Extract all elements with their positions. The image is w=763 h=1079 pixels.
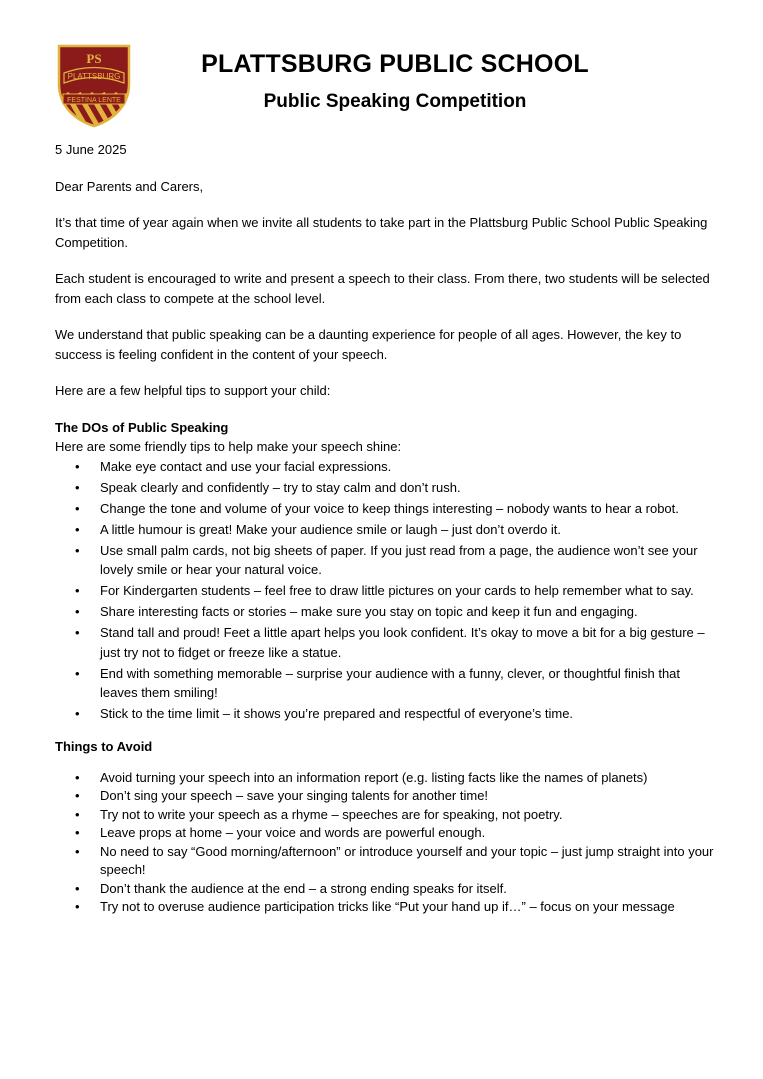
list-item: • A little humour is great! Make your audience smile or laugh – just don’t overdo it. (55, 520, 715, 540)
list-item: • Try not to overuse audience participation tricks like “Put your hand up if…” – focus on your message (55, 898, 715, 917)
list-item: • End with something memorable – surprise your audience with a funny, clever, or thoughtful finish that leaves them smiling! (55, 664, 715, 703)
list-item: • No need to say “Good morning/afternoon” or introduce yourself and your topic – just jump straight into your speech! (55, 843, 715, 880)
avoid-heading: Things to Avoid (55, 739, 153, 754)
avoid-list (55, 769, 715, 917)
list-item: • For Kindergarten students – feel free to draw little pictures on your cards to help remember what to say. (55, 581, 715, 601)
page-subtitle: Public Speaking Competition (263, 91, 527, 112)
list-item: • Leave props at home – your voice and words are powerful enough. (55, 824, 715, 843)
list-item: • Don’t thank the audience at the end – a strong ending speaks for itself. (55, 880, 715, 899)
paragraph-intro: It’s that time of year again when we invite all students to take part in the Plattsburg Public School Public Speaking Competition. (55, 215, 708, 250)
list-item: • Make eye contact and use your facial expressions. (55, 457, 715, 477)
list-item: • Speak clearly and confidently – try to stay calm and don’t rush. (55, 478, 715, 498)
list-item: • Share interesting facts or stories – make sure you stay on topic and keep it fun and engaging. (55, 602, 715, 622)
crest-motto-text: FESTINA LENTE (67, 97, 121, 104)
crest-monogram: PS (86, 51, 102, 66)
list-item: • Stick to the time limit – it shows you’re prepared and respectful of everyone’s time. (55, 704, 715, 724)
list-item: • Use small palm cards, not big sheets of paper. If you just read from a page, the audience won’t see your lovely smile or hear your natural voice. (55, 541, 715, 580)
dos-heading: The DOs of Public Speaking (55, 419, 229, 435)
letter-body (55, 140, 715, 917)
list-item: • Avoid turning your speech into an information report (e.g. listing facts like the names of planets) (55, 769, 715, 788)
paragraph-tips-lead: Here are a few helpful tips to support your child: (55, 383, 331, 398)
school-title: PLATTSBURG PUBLIC SCHOOL (201, 50, 589, 78)
school-crest-logo (55, 42, 133, 128)
dos-intro: Here are some friendly tips to help make your speech shine: (55, 439, 402, 454)
dos-list (55, 457, 715, 724)
letter-date: 5 June 2025 (55, 142, 127, 157)
list-item: • Try not to write your speech as a rhyme – speeches are for speaking, not poetry. (55, 806, 715, 825)
paragraph-selection: Each student is encouraged to write and present a speech to their class. From there, two students will be selected from each class to compete at the school level. (55, 271, 710, 306)
list-item: • Change the tone and volume of your voice to keep things interesting – nobody wants to hear a robot. (55, 499, 715, 519)
crest-banner-text: PLATTSBURG (67, 72, 121, 81)
list-item: • Don’t sing your speech – save your singing talents for another time! (55, 787, 715, 806)
salutation: Dear Parents and Carers, (55, 178, 204, 194)
paragraph-confidence: We understand that public speaking can be a daunting experience for people of all ages. However, the key to success is feeling confident in the content of your speech. (55, 327, 682, 362)
list-item: • Stand tall and proud! Feet a little apart helps you look confident. It’s okay to move a bit for a big gesture – just try not to fidget or freeze like a statue. (55, 623, 715, 662)
